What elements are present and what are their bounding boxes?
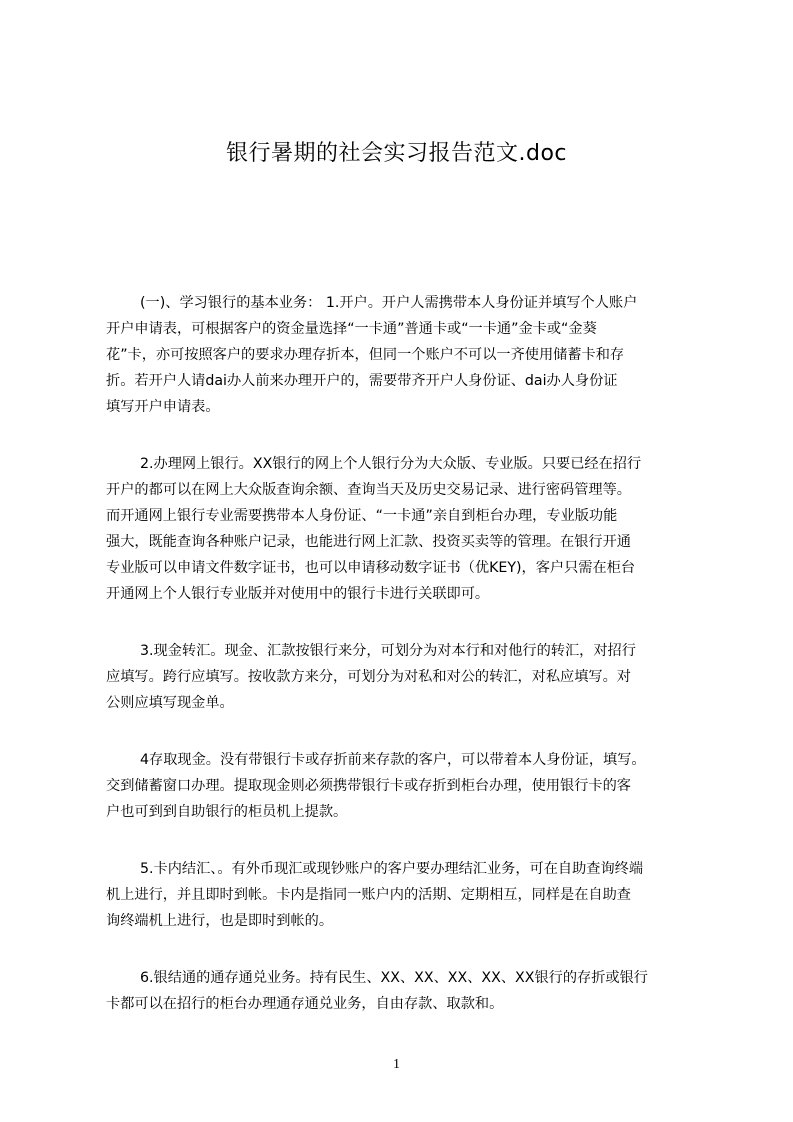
text-line: 6.银结通的通存通兑业务。持有民生、XX、XX、XX、XX、XX银行的存折或银行 — [140, 970, 648, 986]
text-line: 2.办理网上银行。XX银行的网上个人银行分为大众版、专业版。只要已经在招行 — [140, 456, 642, 472]
text-line: 4存取现金。没有带银行卡或存折前来存款的客户，可以带着本人身份证，填写。 — [140, 752, 646, 768]
text-line: 开户申请表，可根据客户的资金量选择“一卡通”普通卡或“一卡通”金卡或“金葵 — [106, 321, 597, 337]
text-line: 交到储蓄窗口办理。提取现金则必须携带银行卡或存折到柜台办理，使用银行卡的客 — [106, 778, 631, 794]
document-body — [106, 290, 706, 1048]
text-line: 而开通网上银行专业需要携带本人身份证、“一卡通”亲自到柜台办理，专业版功能 — [106, 508, 618, 524]
text-line: 专业版可以申请文件数字证书，也可以申请移动数字证书（优KEY)，客户只需在柜台 — [106, 560, 636, 576]
text-line: (一)、学习银行的基本业务： 1.开户。开户人需携带本人身份证并填写个人账户 — [140, 295, 638, 311]
text-line: 填写开户申请表。 — [106, 399, 220, 415]
paragraph-currency-exchange — [106, 856, 706, 934]
text-line: 应填写。跨行应填写。按收款方来分，可划分为对私和对公的转汇，对私应填写。对 — [106, 669, 631, 685]
text-line: 机上进行，并且即时到帐。卡内是指同一账户内的活期、定期相互，同样是在自助查 — [106, 887, 631, 903]
text-line: 5.卡内结汇、。有外币现汇或现钞账户的客户要办理结汇业务，可在自助查询终端 — [140, 861, 644, 877]
text-line: 开通网上个人银行专业版并对使用中的银行卡进行关联即可。 — [106, 586, 490, 602]
text-line: 3.现金转汇。现金、汇款按银行来分，可划分为对本行和对他行的转汇，对招行 — [140, 643, 636, 659]
text-line: 户也可到到自助银行的柜员机上提款。 — [106, 804, 348, 820]
document-title: 银行暑期的社会实习报告范文.doc — [225, 141, 567, 166]
text-line: 开户的都可以在网上大众版查询余额、查询当天及历史交易记录、进行密码管理等。 — [106, 482, 631, 498]
paragraph-universal-deposit — [106, 965, 706, 1017]
text-line: 折。若开户人请dai办人前来办理开户的，需要带齐开户人身份证、dai办人身份证 — [106, 373, 618, 389]
text-line: 卡都可以在招行的柜台办理通存通兑业务，自由存款、取款和。 — [106, 996, 504, 1012]
paragraph-cash-deposit-withdrawal — [106, 747, 706, 825]
page-number: 1 — [393, 1057, 400, 1072]
paragraph-cash-transfer — [106, 638, 706, 716]
text-line: 公则应填写现金单。 — [106, 695, 234, 711]
text-line: 强大，既能查询各种账户记录，也能进行网上汇款、投资买卖等的管理。在银行开通 — [106, 534, 631, 550]
text-line: 询终端机上进行，也是即时到帐的。 — [106, 913, 334, 929]
paragraph-online-banking — [106, 451, 706, 607]
text-line: 花”卡，亦可按照客户的要求办理存折本，但同一个账户不可以一齐使用储蓄卡和存 — [106, 347, 625, 363]
paragraph-account-opening — [106, 290, 706, 420]
